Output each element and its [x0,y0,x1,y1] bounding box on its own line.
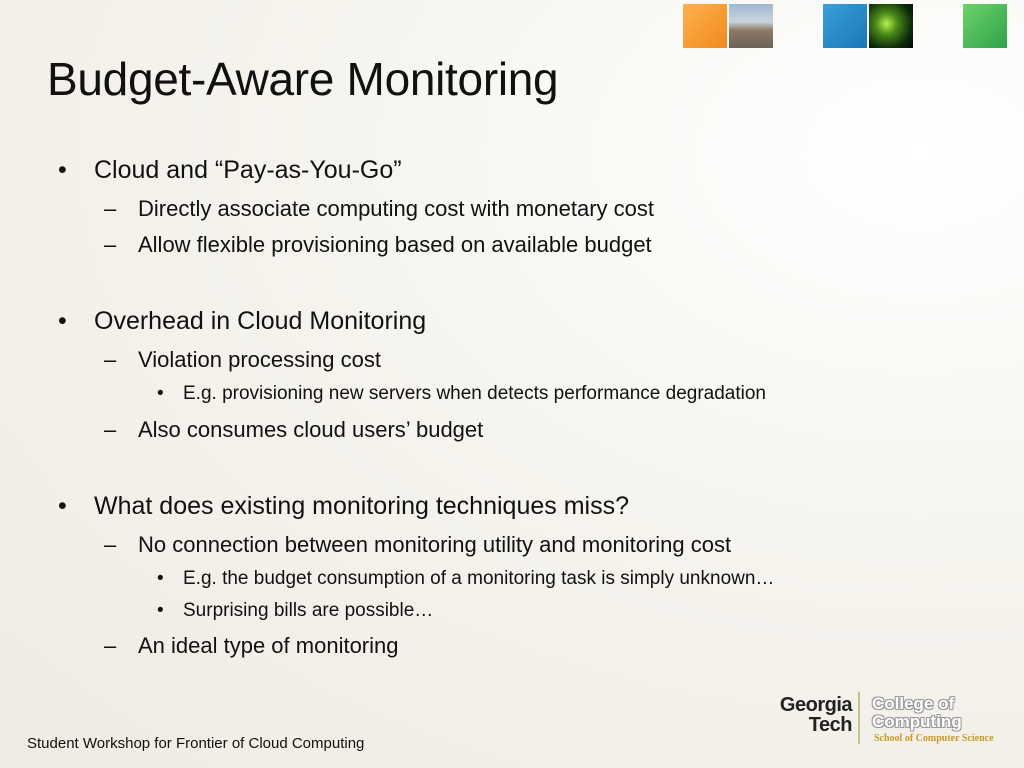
bullet-marker: • [157,600,164,621]
header-decoration [683,2,1024,48]
bullet-text: What does existing monitoring techniques miss? [94,492,629,520]
bullet-text: Surprising bills are possible… [183,600,434,621]
green-tile [963,4,1007,48]
logo-tech-text: Tech [808,714,852,736]
bullet-text: No connection between monitoring utility and monitoring cost [138,532,732,557]
logo-divider [858,692,860,744]
bullet-text: Also consumes cloud users’ budget [138,417,484,442]
bullet-text: E.g. provisioning new servers when detects performance degradation [183,383,766,404]
bullet-text: Directly associate computing cost with monetary cost [138,196,654,221]
bullet-marker: • [157,568,164,589]
bullet-text: Allow flexible provisioning based on available budget [138,232,652,257]
bullet-text: Violation processing cost [138,347,381,372]
bullet-text: Cloud and “Pay-as-You-Go” [94,156,402,184]
bullet-marker: – [104,196,117,221]
logo-college-line2: Computing [872,712,962,731]
slide-title: Budget-Aware Monitoring [47,53,559,105]
bullet-marker: – [104,633,117,658]
bullet-marker: • [58,156,67,184]
bullet-text: E.g. the budget consumption of a monitoring task is simply unknown… [183,568,775,589]
blue-tile [823,4,867,48]
bullet-text: Overhead in Cloud Monitoring [94,307,427,335]
bullet-marker: – [104,532,117,557]
logo-georgia-text: Georgia [779,694,852,716]
bullet-marker: – [104,232,117,257]
logo-college-line1: College of [872,694,955,713]
bullet-marker: – [104,347,117,372]
bullet-marker: • [58,307,67,335]
georgia-tech-logo [762,692,1012,750]
logo-school-text: School of Computer Science [874,733,994,744]
network-photo-tile [869,4,913,48]
bullet-marker: – [104,417,117,442]
bullet-text: An ideal type of monitoring [138,633,399,658]
slide-footer: Student Workshop for Frontier of Cloud Computing [27,735,365,752]
bullet-marker: • [58,492,67,520]
campus-photo-tile [729,4,773,48]
bullet-marker: • [157,383,164,404]
orange-tile [683,4,727,48]
